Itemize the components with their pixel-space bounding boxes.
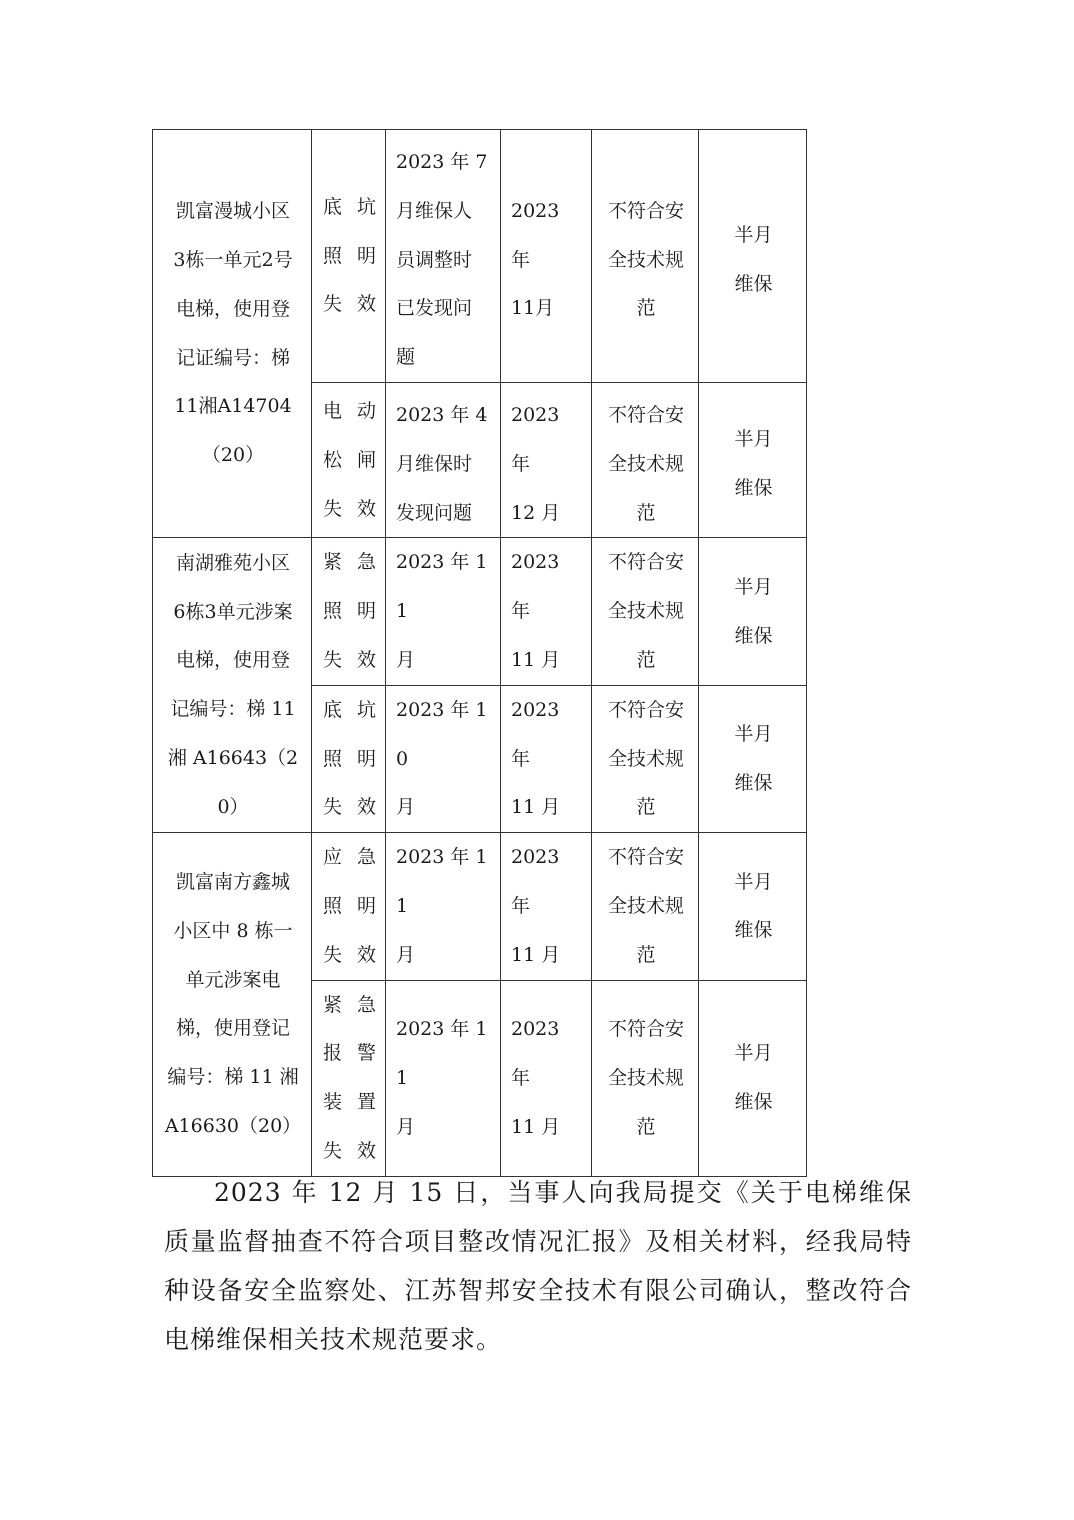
- found-time-cell: 2023 年 4 月维保时 发现问题: [386, 382, 501, 537]
- cycle-cell: 半月 维保: [699, 538, 807, 685]
- issue-item-cell: 紧急 报警 装置 失效: [312, 980, 386, 1176]
- due-time-cell: 2023 年 12 月: [501, 382, 592, 537]
- found-time-cell: 2023 年 11 月: [386, 980, 501, 1176]
- rectification-paragraph: 2023 年 12 月 15 日，当事人向我局提交《关于电梯维保质量监督抽查不符合项目整改情况汇报》及相关材料，经我局特种设备安全监察处、江苏智邦安全技术有限公司确认，整改符合电梯维保相关技术规范要求。: [164, 1178, 912, 1354]
- found-time-cell: 2023 年 7 月维保人 员调整时 已发现问 题: [386, 130, 501, 383]
- found-time-cell: 2023 年 10 月: [386, 685, 501, 832]
- cycle-cell: 半月 维保: [699, 382, 807, 537]
- cycle-cell: 半月 维保: [699, 833, 807, 980]
- issue-item-cell: 应急 照明 失效: [312, 833, 386, 980]
- issue-item-cell: 底 坑 照 明 失效: [312, 130, 386, 383]
- result-cell: 不符合安 全技术规 范: [592, 130, 699, 383]
- due-time-cell: 2023 年 11 月: [501, 833, 592, 980]
- due-time-cell: 2023 年 11 月: [501, 685, 592, 832]
- table-row: [153, 538, 807, 685]
- elevator-location-cell: 凯富漫城小区 3栋一单元2号 电梯，使用登 记证编号：梯 11湘A14704 （20）: [153, 130, 312, 538]
- result-cell: 不符合安 全技术规 范: [592, 382, 699, 537]
- found-time-cell: 2023 年 11 月: [386, 833, 501, 980]
- result-cell: 不符合安 全技术规 范: [592, 833, 699, 980]
- table-row: [153, 833, 807, 980]
- cycle-cell: 半月 维保: [699, 130, 807, 383]
- due-time-cell: 2023 年 11 月: [501, 980, 592, 1176]
- found-time-cell: 2023 年 11 月: [386, 538, 501, 685]
- result-cell: 不符合安 全技术规 范: [592, 538, 699, 685]
- result-cell: 不符合安 全技术规 范: [592, 685, 699, 832]
- cycle-cell: 半月 维保: [699, 685, 807, 832]
- issue-item-cell: 底坑 照明 失效: [312, 685, 386, 832]
- elevator-location-cell: 凯富南方鑫城 小区中 8 栋一 单元涉案电 梯，使用登记 编号：梯 11 湘 A16630（20）: [153, 833, 312, 1177]
- issue-item-cell: 紧急 照明 失效: [312, 538, 386, 685]
- issue-item-cell: 电 动 松 闸 失效: [312, 382, 386, 537]
- elevator-location-cell: 南湖雅苑小区 6栋3单元涉案 电梯，使用登 记编号：梯 11 湘 A16643（20）: [153, 538, 312, 833]
- table-row: [153, 130, 807, 383]
- due-time-cell: 2023 年 11 月: [501, 538, 592, 685]
- due-time-cell: 2023 年 11月: [501, 130, 592, 383]
- inspection-records-table: [152, 129, 807, 1177]
- cycle-cell: 半月 维保: [699, 980, 807, 1176]
- result-cell: 不符合安 全技术规 范: [592, 980, 699, 1176]
